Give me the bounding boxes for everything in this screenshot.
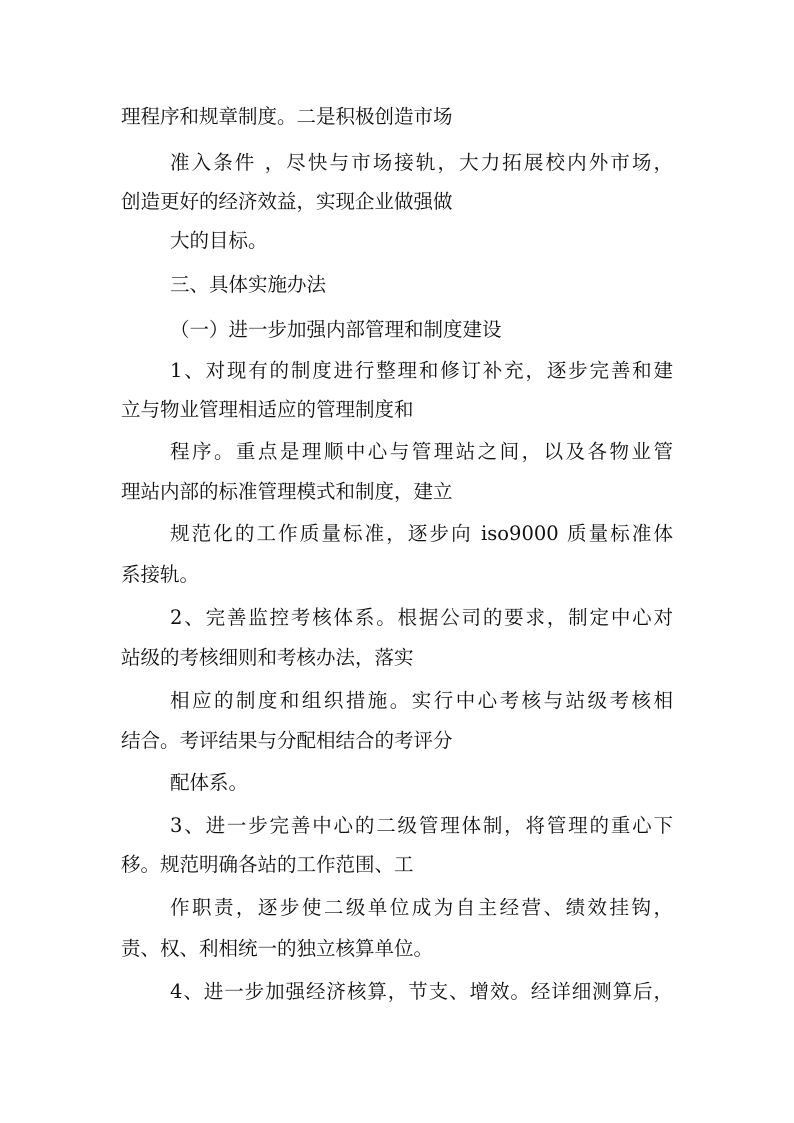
text-line: 结合。考评结果与分配相结合的考评分 xyxy=(121,729,453,752)
subsection-heading: （一）进一步加强内部管理和制度建设 xyxy=(170,318,502,341)
text-line: 作职责，逐步使二级单位成为自主经营、绩效挂钩， xyxy=(170,896,673,919)
text-line: 规范化的工作质量标准，逐步向 iso9000 质量标准体 xyxy=(170,522,673,545)
text-line: 创造更好的经济效益，实现企业做强做 xyxy=(121,190,453,213)
text-line: 立与物业管理相适应的管理制度和 xyxy=(121,398,414,421)
text-line: 相应的制度和组织措施。实行中心考核与站级考核相 xyxy=(170,689,673,712)
text-line: 程序。重点是理顺中心与管理站之间，以及各物业管 xyxy=(170,440,673,463)
text-line: 站级的考核细则和考核办法，落实 xyxy=(121,646,414,669)
text-line: 1、对现有的制度进行整理和修订补充，逐步完善和建 xyxy=(170,359,673,382)
text-line: 3、进一步完善中心的二级管理体制，将管理的重心下 xyxy=(170,814,673,837)
text-line: 2、完善监控考核体系。根据公司的要求，制定中心对 xyxy=(170,606,673,629)
text-line: 4、进一步加强经济核算，节支、增效。经详细测算后， xyxy=(170,980,673,1003)
text-line: 系接轨。 xyxy=(121,563,200,586)
text-line: 理程序和规章制度。二是积极创造市场 xyxy=(121,105,453,128)
text-line: 移。规范明确各站的工作范围、工 xyxy=(121,853,414,876)
text-line: 准入条件 ，尽快与市场接轨，大力拓展校内外市场， xyxy=(170,151,673,174)
text-line: 配体系。 xyxy=(170,771,249,794)
text-line: 理站内部的标准管理模式和制度，建立 xyxy=(121,480,453,503)
text-line: 大的目标。 xyxy=(170,229,268,252)
section-heading: 三、具体实施办法 xyxy=(170,273,327,296)
text-line: 责、权、利相统一的独立核算单位。 xyxy=(121,937,434,960)
